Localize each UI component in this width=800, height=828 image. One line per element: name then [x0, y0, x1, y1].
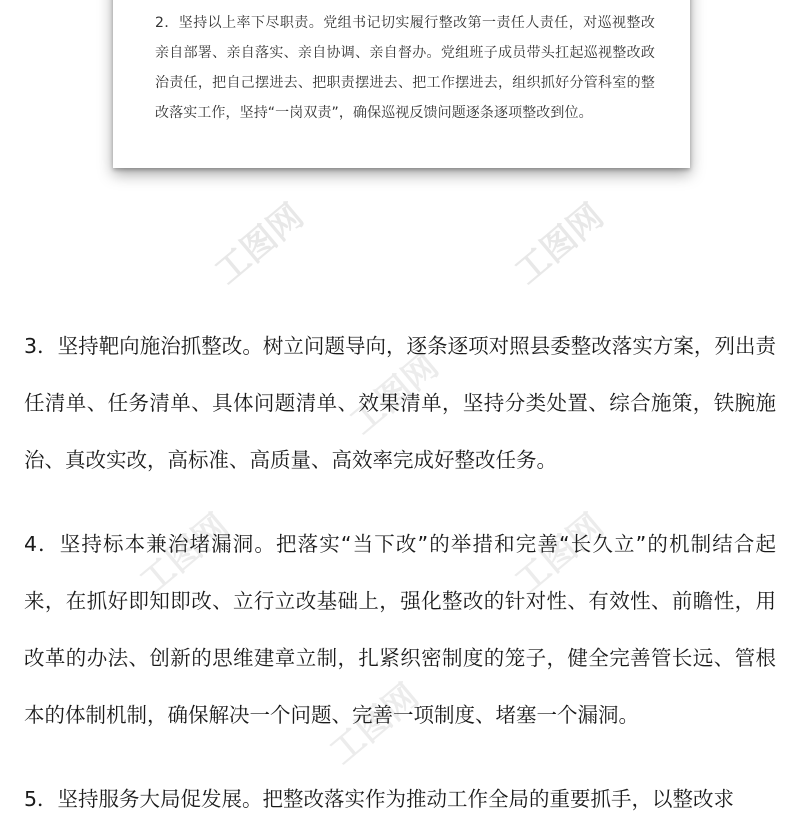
- watermark-logo: [485, 170, 635, 320]
- paragraph-5: 5．坚持服务大局促发展。把整改落实作为推动工作全局的重要抓手，以整改求: [24, 787, 735, 811]
- svg-text:工图网: 工图网: [322, 676, 427, 773]
- svg-text:工图网: 工图网: [507, 196, 612, 293]
- paragraph-4: 4．坚持标本兼治堵漏洞。把落实“当下改”的举措和完善“长久立”的机制结合起来，在抓好即知即改、立行立改基础上，强化整改的针对性、有效性、前瞻性，用改革的办法、创新的思维建章立制，扎紧织密制度的笼子，健全完善管长远、管根本的体制机制，确保解决一个问题、完善一项制度、堵塞一个漏洞。: [24, 532, 776, 727]
- svg-text:工图网: 工图网: [132, 506, 237, 603]
- card-paragraph: 2．坚持以上率下尽职责。党组书记切实履行整改第一责任人责任，对巡视整改亲自部署、亲自落实、亲自协调、亲自督办。党组班子成员带头扛起巡视整改政治责任，把自己摆进去、把职责摆进去、把工作摆进去，组织抓好分管科室的整改落实工作，坚持“一岗双责”，确保巡视反馈问题逐条逐项整改到位。: [155, 15, 655, 121]
- svg-text:工图网: 工图网: [207, 196, 312, 293]
- svg-text:工图网: 工图网: [507, 506, 612, 603]
- paragraph-3: 3．坚持靶向施治抓整改。树立问题导向，逐条逐项对照县委整改落实方案，列出责任清单、任务清单、具体问题清单、效果清单，坚持分类处置、综合施策，铁腕施治、真改实改，高标准、高质量、高效率完成好整改任务。: [24, 334, 776, 472]
- watermark-logo: [185, 170, 335, 320]
- svg-text:工图网: 工图网: [342, 346, 447, 443]
